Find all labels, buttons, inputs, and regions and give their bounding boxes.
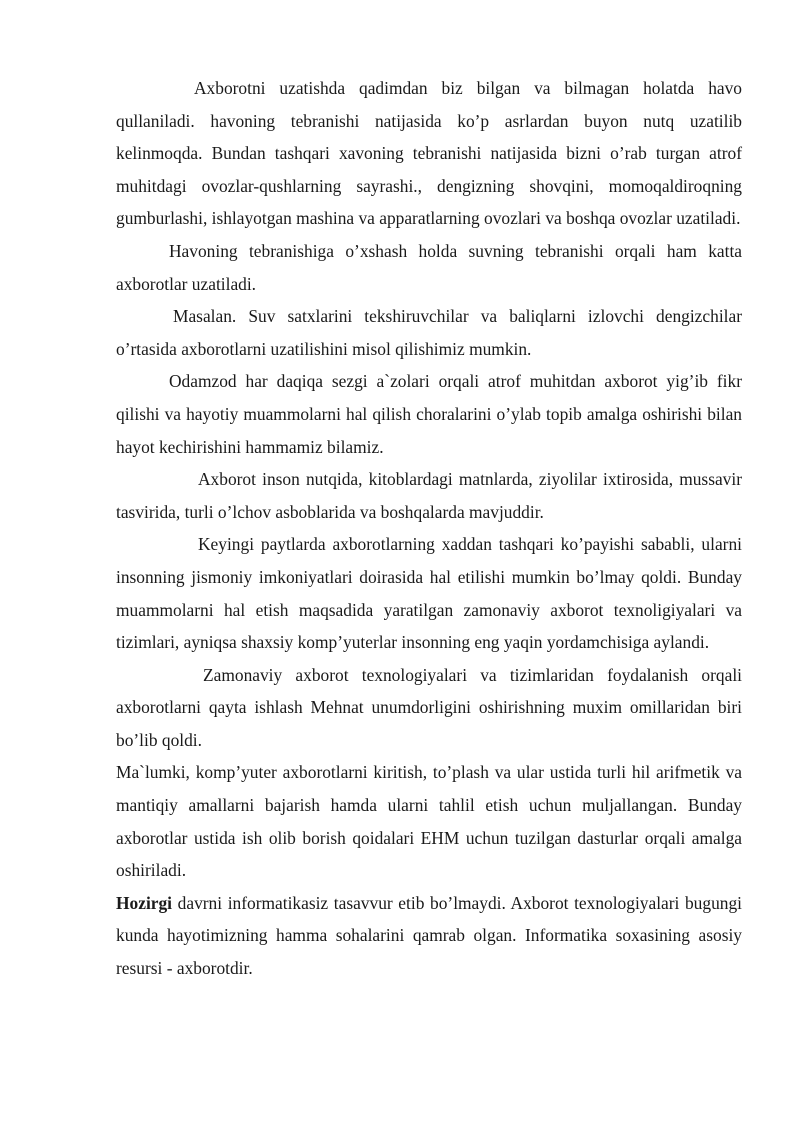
paragraph-1: Axborotni uzatishda qadimdan biz bilgan va bilmagan holatda havo qullaniladi. havoning tebranishi natijasida ko’p asrlardan buyon nutq uzatilib kelinmoqda. Bundan tashqari xavoning tebranishi natijasida bizni o’rab turgan atrof muhitdagi ovozlar-qushlarning sayrashi., dengizning shovqini, momoqaldiroqning gumburlashi, ishlayotgan mashina va apparatlarning ovozlari va boshqa ovozlar uzatiladi. [116, 78, 742, 229]
paragraph-7: Zamonaviy axborot texnologiyalari va tizimlaridan foydalanish orqali axborotlarni qayta ishlash Mehnat unumdorligini oshirishning muxim omillaridan biri bo’lib qoldi. [116, 664, 742, 750]
paragraph-5: Axborot inson nutqida, kitoblardagi matnlarda, ziyolilar ixtirosida, mussavir tasvirida, turli o’lchov asboblarida va boshqalarda mavjuddir. [116, 469, 742, 522]
document-page [116, 72, 742, 985]
bold-lead-word: Hozirgi [116, 892, 173, 913]
paragraph-9 [116, 887, 742, 985]
paragraph-3: Masalan. Suv satxlarini tekshiruvchilar va baliqlarni izlovchi dengizchilar o’rtasida axborotlarni uzatilishini misol qilishimiz mumkin. [116, 306, 742, 359]
paragraph-9-text: davrni informatikasiz tasavvur etib bo’lmaydi. Axborot texnologiyalari bugungi kunda hayotimizning hamma sohalarini qamrab olgan. Informatika soxasining asosiy resursi - axborotdir. [116, 892, 742, 979]
paragraph-2: Havoning tebranishiga o’xshash holda suvning tebranishi orqali ham katta axborotlar uzatiladi. [116, 240, 742, 294]
paragraph-6: Keyingi paytlarda axborotlarning xaddan tashqari ko’payishi sababli, ularni insonning jismoniy imkoniyatlari doirasida hal etilishi mumkin bo’lmay qoldi. Bunday muammolarni hal etish maqsadida yaratilgan zamonaviy axborot texnoligiyalari va tizimlari, ayniqsa shaxsiy komp’yuterlar insonning eng yaqin yordamchisiga aylandi. [116, 534, 742, 653]
paragraph-8: Ma`lumki, komp’yuter axborotlarni kiritish, to’plash va ular ustida turli hil arifmetik va mantiqiy amallarni bajarish hamda ularni tahlil etish uchun muljallangan. Bunday axborotlar ustida ish olib borish qoidalari EHM uchun tuzilgan dasturlar orqali amalga oshiriladi. [116, 762, 742, 881]
paragraph-4: Odamzod har daqiqa sezgi a`zolari orqali atrof muhitdan axborot yig’ib fikr qilishi va hayotiy muammolarni hal qilish choralarini o’ylab topib amalga oshirishi bilan hayot kechirishini hammamiz bilamiz. [116, 371, 742, 457]
